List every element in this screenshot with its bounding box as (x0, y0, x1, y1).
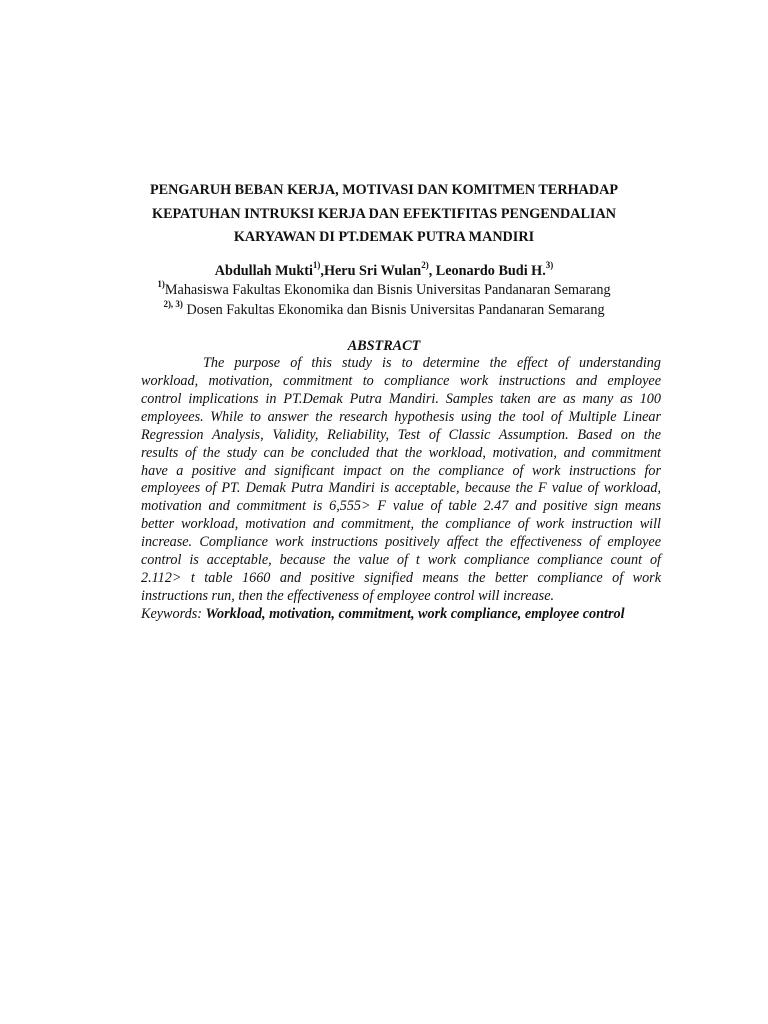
abstract-line: motivation and commitment is 6,555> F value of table 2.47 and positive sign means (141, 498, 661, 515)
affiliation-text: Dosen Fakultas Ekonomika dan Bisnis Universitas Pandanaran Semarang (182, 302, 605, 318)
affiliation-mark: 2), 3) (163, 299, 183, 310)
affiliation-2 (100, 301, 668, 319)
affiliation-mark: 1) (157, 279, 165, 290)
author-mark: 2) (421, 260, 429, 271)
abstract-line: instructions run, then the effectiveness of employee control will increase. (141, 587, 555, 604)
abstract-line: control is acceptable, because the value of t work compliance compliance count of (141, 552, 661, 569)
title-line-3: KARYAWAN DI PT.DEMAK PUTRA MANDIRI (233, 229, 535, 245)
author-mark: 3) (545, 260, 554, 271)
abstract-line: Regression Analysis, Validity, Reliability, Test of Classic Assumption. Based on the (141, 426, 661, 443)
keywords (141, 605, 681, 623)
abstract-line: The purpose of this study is to determine the effect of understanding (203, 355, 661, 371)
abstract-line: 2.112> t table 1660 and positive signified means the better compliance of work (141, 570, 661, 587)
abstract-line: increase. Compliance work instructions positively affect the effectiveness of employee (141, 534, 661, 551)
abstract-heading: ABSTRACT (347, 338, 421, 354)
abstract-line: results of the study can be concluded that the workload, motivation, and commitment (141, 444, 661, 461)
keywords-value: Workload, motivation, commitment, work compliance, employee control (205, 606, 625, 622)
title-line-2: KEPATUHAN INTRUKSI KERJA DAN EFEKTIFITAS PENGENDALIAN (152, 205, 616, 222)
paper-title (100, 179, 668, 250)
author-name: ,Heru Sri Wulan (320, 263, 422, 279)
abstract-body (141, 355, 661, 606)
abstract-line: employees of PT. Demak Putra Mandiri is acceptable, because the F value of workload, (141, 480, 661, 497)
author-name: , Leonardo Budi H. (428, 263, 546, 279)
author-list (100, 262, 668, 280)
affiliation-text: Mahasiswa Fakultas Ekonomika dan Bisnis Universitas Pandanaran Semarang (164, 282, 611, 298)
abstract-line: have a positive and significant impact on the compliance of work instructions for (141, 462, 661, 479)
keywords-label: Keywords: (141, 606, 206, 622)
abstract-line: better workload, motivation and commitment, the compliance of work instruction will (141, 516, 661, 533)
abstract-line: control implications in PT.Demak Putra Mandiri. Samples taken are as many as 100 (141, 390, 661, 407)
title-line-1: PENGARUH BEBAN KERJA, MOTIVASI DAN KOMITMEN TERHADAP (149, 182, 619, 198)
affiliation-1 (100, 281, 668, 299)
abstract-line: employees. While to answer the research hypothesis using the tool of Multiple Linear (141, 408, 661, 425)
author-name: Abdullah Mukti (214, 263, 313, 279)
abstract-line: workload, motivation, commitment to compliance work instructions and employee (141, 372, 661, 389)
author-mark: 1) (312, 260, 321, 271)
